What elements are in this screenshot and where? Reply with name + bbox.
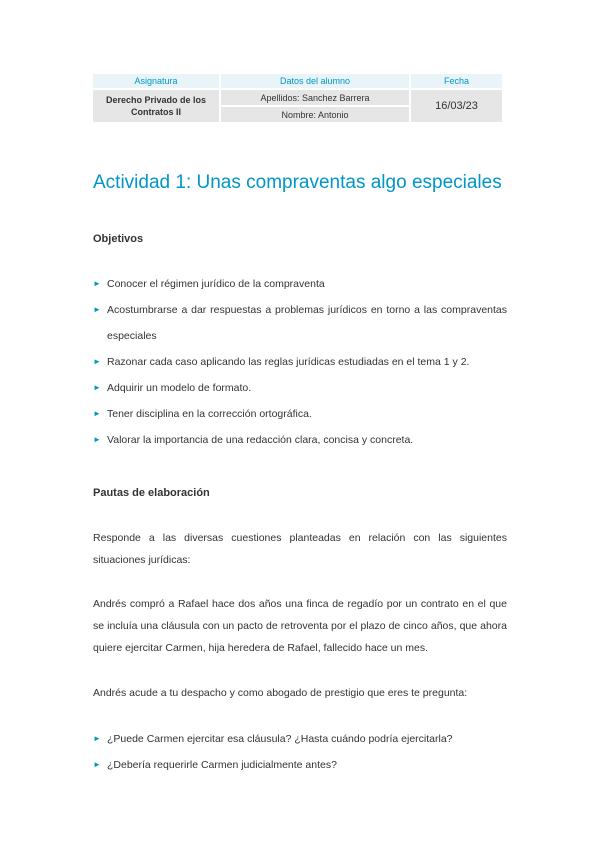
activity-title: Actividad 1: Unas compraventas algo especiales <box>93 172 502 193</box>
arrow-bullet-icon: ► <box>93 357 101 366</box>
arrow-bullet-icon: ► <box>93 305 101 314</box>
list-item: ► Conocer el régimen jurídico de la compraventa <box>93 271 507 297</box>
list-item: ► Acostumbrarse a dar respuestas a problemas jurídicos en torno a las compraventas especiales <box>93 297 507 349</box>
list-item: ► ¿Puede Carmen ejercitar esa cláusula? ¿Hasta cuándo podría ejercitarla? <box>93 726 507 752</box>
arrow-bullet-icon: ► <box>93 409 101 418</box>
arrow-bullet-icon: ► <box>93 734 101 743</box>
list-item: ► ¿Debería requerirle Carmen judicialmente antes? <box>93 752 507 778</box>
objectives-heading: Objetivos <box>93 233 144 245</box>
date-column-header: Fecha <box>411 74 502 88</box>
subject-cell: Derecho Privado de los Contratos II <box>93 90 219 122</box>
student-column-header: Datos del alumno <box>221 74 409 88</box>
list-item: ► Tener disciplina en la corrección ortográfica. <box>93 401 507 427</box>
question-intro: Andrés acude a tu despacho y como abogado de prestigio que eres te pregunta: <box>93 687 468 699</box>
guidelines-heading: Pautas de elaboración <box>93 487 210 499</box>
arrow-bullet-icon: ► <box>93 435 101 444</box>
surname-cell: Apellidos: Sanchez Barrera <box>221 90 409 105</box>
list-item: ► Valorar la importancia de una redacción clara, concisa y concreta. <box>93 427 507 453</box>
arrow-bullet-icon: ► <box>93 383 101 392</box>
list-item: ► Adquirir un modelo de formato. <box>93 375 507 401</box>
subject-column-header: Asignatura <box>93 74 219 88</box>
name-cell: Nombre: Antonio <box>221 107 409 122</box>
objectives-list <box>93 271 507 453</box>
guidelines-intro: Responde a las diversas cuestiones planteadas en relación con las siguientes situaciones jurídicas: <box>93 532 507 566</box>
list-item: ► Razonar cada caso aplicando las reglas jurídicas estudiadas en el tema 1 y 2. <box>93 349 507 375</box>
arrow-bullet-icon: ► <box>93 760 101 769</box>
case-description: Andrés compró a Rafael hace dos años una finca de regadío por un contrato en el que se incluía una cláusula con un pacto de retroventa por el plazo de cinco años, que ahora quiere ejercitar Carmen, hija heredera de Rafael, fallecido hace un mes. <box>93 598 507 654</box>
arrow-bullet-icon: ► <box>93 279 101 288</box>
date-cell: 16/03/23 <box>411 90 502 122</box>
student-info-table <box>93 74 506 122</box>
questions-list <box>93 726 507 778</box>
